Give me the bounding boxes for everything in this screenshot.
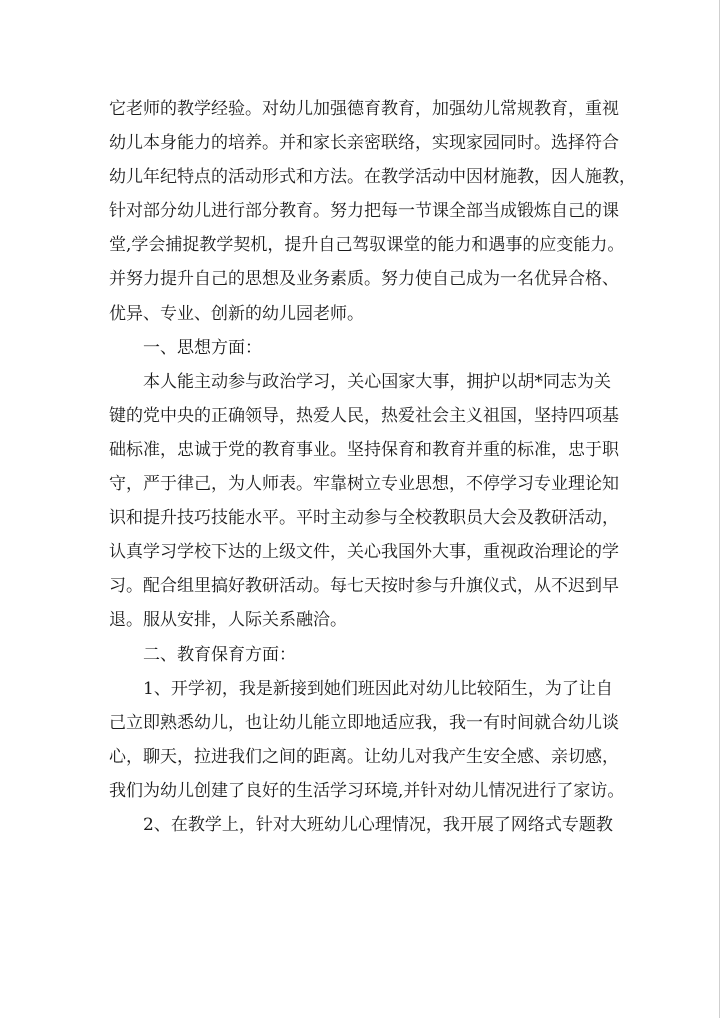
- paragraph-line: 并努力提升自己的思想及业务素质。努力使自己成为一名优异合格、: [109, 269, 619, 290]
- section-heading: 一、思想方面：: [143, 337, 262, 358]
- paragraph-line: 认真学习学校下达的上级文件，关心我国外大事，重视政治理论的学: [109, 542, 619, 563]
- paragraph-line: 幼儿年纪特点的活动形式和方法。在教学活动中因材施教，因人施教，: [109, 167, 636, 188]
- paragraph-line: 础标准，忠诚于党的教育事业。坚持保育和教育并重的标准，忠于职: [109, 439, 619, 460]
- paragraph-line: 针对部分幼儿进行部分教育。努力把每一节课全部当成锻炼自己的课: [109, 201, 619, 222]
- paragraph-line: 退。服从安排，人际关系融洽。: [109, 610, 347, 631]
- paragraph-line: 习。配合组里搞好教研活动。每七天按时参与升旗仪式，从不迟到早: [109, 576, 619, 597]
- document-body: [109, 92, 636, 842]
- paragraph-line: 我们为幼儿创建了良好的生活学习环境,并针对幼儿情况进行了家访。: [109, 780, 625, 801]
- paragraph-line: 幼儿本身能力的培养。并和家长亲密联络，实现家园同时。选择符合: [109, 133, 619, 154]
- paragraph-line: 键的党中央的正确领导，热爱人民，热爱社会主义祖国，坚持四项基: [109, 405, 619, 426]
- paragraph-line: 心，聊天，拉进我们之间的距离。让幼儿对我产生安全感、亲切感，: [109, 746, 619, 767]
- paragraph-line: 1、开学初，我是新接到她们班因此对幼儿比较陌生，为了让自: [143, 678, 613, 699]
- paragraph-line: 守，严于律己，为人师表。牢靠树立专业思想，不停学习专业理论知: [109, 474, 619, 495]
- paragraph-line: 本人能主动参与政治学习，关心国家大事，拥护以胡*同志为关: [143, 371, 611, 392]
- paragraph-line: 优异、专业、创新的幼儿园老师。: [109, 303, 364, 324]
- paragraph-line: 堂,学会捕捉教学契机，提升自己驾驭课堂的能力和遇事的应变能力。: [109, 235, 625, 256]
- paragraph-line: 识和提升技巧技能水平。平时主动参与全校教职员大会及教研活动，: [109, 508, 619, 529]
- paragraph-line: 己立即熟悉幼儿，也让幼儿能立即地适应我，我一有时间就合幼儿谈: [109, 712, 619, 733]
- paragraph-line: 2、在教学上，针对大班幼儿心理情况，我开展了网络式专题教: [143, 814, 613, 835]
- section-heading: 二、教育保育方面：: [143, 644, 296, 665]
- paragraph-line: 它老师的教学经验。对幼儿加强德育教育，加强幼儿常规教育，重视: [109, 99, 619, 119]
